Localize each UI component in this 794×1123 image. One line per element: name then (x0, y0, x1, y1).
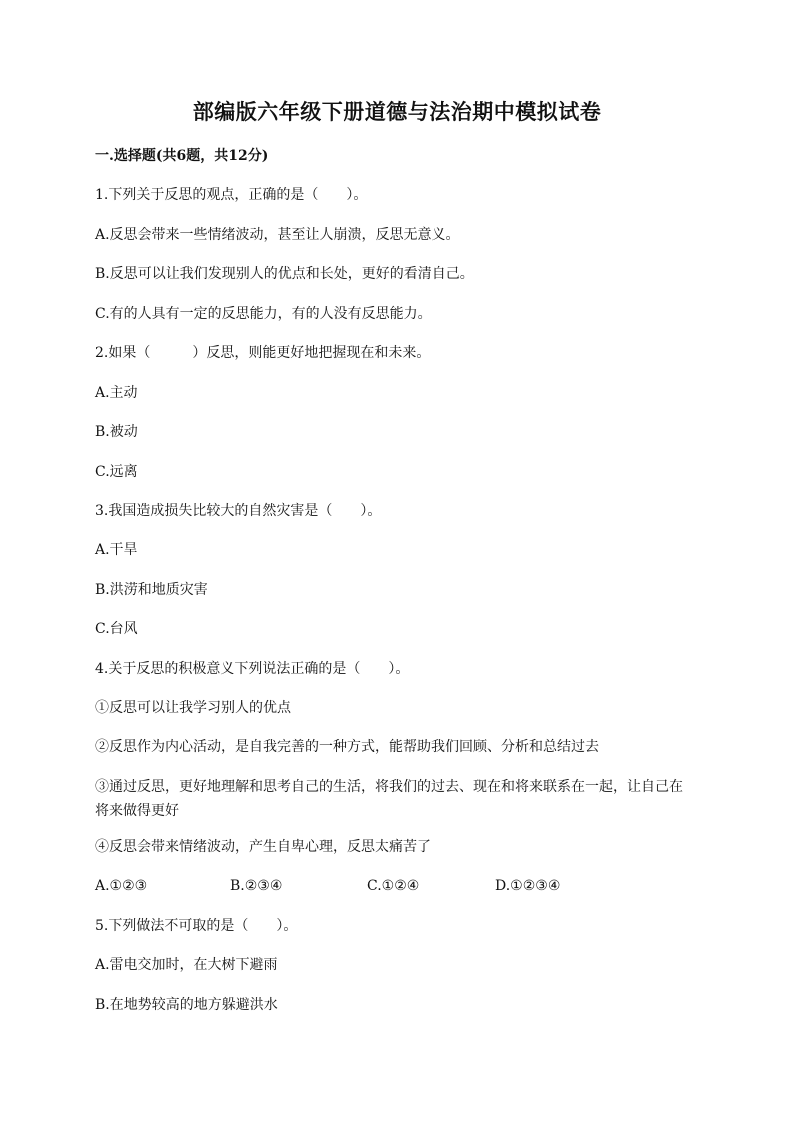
question-5-option-b: B.在地势较高的地方躲避洪水 (95, 997, 278, 1013)
question-2-stem: 2.如果（ ）反思，则能更好地把握现在和未来。 (95, 345, 431, 361)
question-1-stem: 1.下列关于反思的观点，正确的是（ ）。 (95, 187, 368, 203)
question-4-statement-3: ③通过反思，更好地理解和思考自己的生活，将我们的过去、现在和将来联系在一起，让自己在将来做得更好 (95, 779, 683, 819)
question-3-option-c: C.台风 (95, 621, 138, 637)
question-1-option-b: B.反思可以让我们发现别人的优点和长处，更好的看清自己。 (95, 266, 474, 282)
question-1-option-a: A.反思会带来一些情绪波动，甚至让人崩溃，反思无意义。 (95, 227, 460, 243)
question-4-stem: 4.关于反思的积极意义下列说法正确的是（ ）。 (95, 661, 410, 677)
question-2-option-b: B.被动 (95, 424, 138, 440)
question-4-option-d: D.①②③④ (495, 878, 561, 894)
question-2-option-c: C.远离 (95, 464, 138, 480)
question-4-option-a: A.①②③ (95, 878, 148, 894)
question-5-stem: 5.下列做法不可取的是（ ）。 (95, 918, 298, 934)
question-4-option-c: C.①②④ (367, 878, 420, 894)
question-3-option-b: B.洪涝和地质灾害 (95, 582, 208, 598)
question-4-statement-1: ①反思可以让我学习别人的优点 (95, 700, 291, 716)
section-heading: 一.选择题(共6题，共12分) (95, 148, 269, 164)
question-4-option-b: B.②③④ (230, 878, 283, 894)
page-title: 部编版六年级下册道德与法治期中模拟试卷 (192, 99, 602, 124)
question-1-option-c: C.有的人具有一定的反思能力，有的人没有反思能力。 (95, 306, 432, 322)
question-3-stem: 3.我国造成损失比较大的自然灾害是（ ）。 (95, 503, 382, 519)
question-5-option-a: A.雷电交加时，在大树下避雨 (95, 957, 278, 973)
question-4-statement-4: ④反思会带来情绪波动，产生自卑心理，反思太痛苦了 (95, 839, 431, 855)
question-4-statement-2: ②反思作为内心活动，是自我完善的一种方式，能帮助我们回顾、分析和总结过去 (95, 739, 599, 755)
question-2-option-a: A.主动 (95, 385, 138, 401)
question-3-option-a: A.干旱 (95, 542, 138, 558)
